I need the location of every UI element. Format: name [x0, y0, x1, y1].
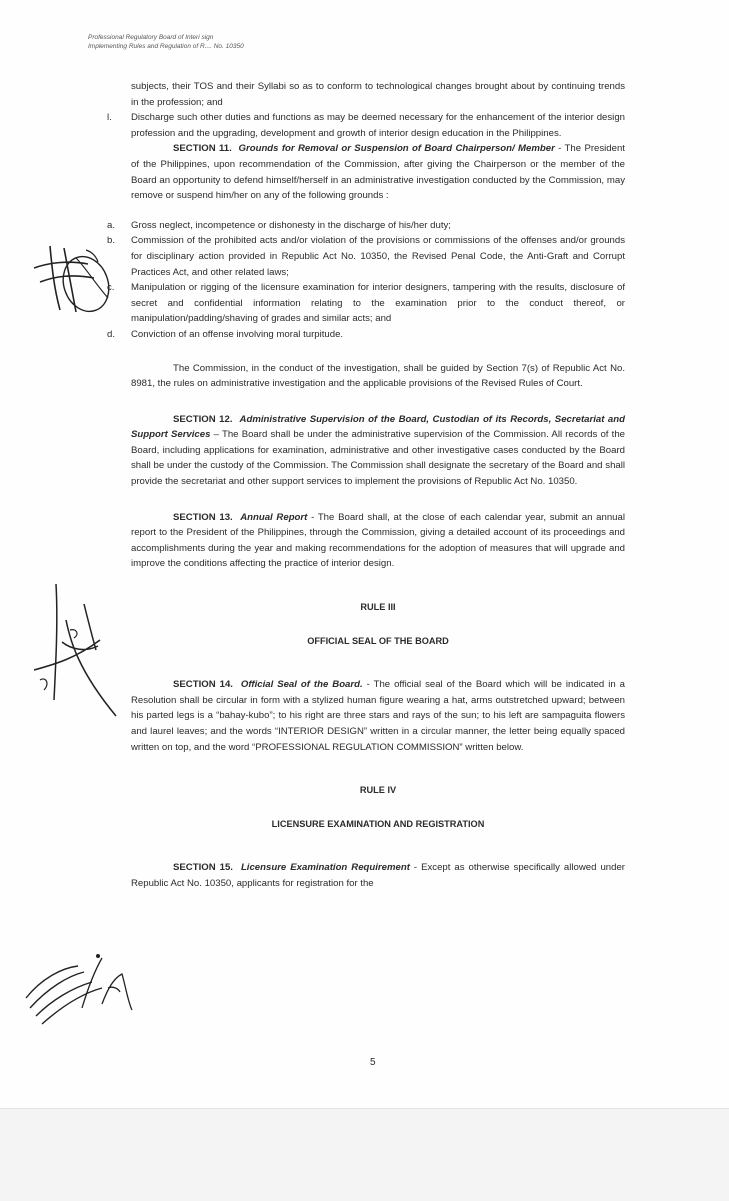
- scan-bottom-margin: [0, 1108, 729, 1201]
- list-marker: c.: [107, 282, 115, 294]
- rule-4-title: LICENSURE EXAMINATION AND REGISTRATION: [271, 818, 485, 829]
- section-12-title: Administrative Supervision of the Board, Custodian of its Records, Secretariat and Support Services: [131, 413, 625, 441]
- ground-text: Conviction of an offense involving moral turpitude.: [131, 328, 344, 340]
- list-marker: d.: [107, 328, 116, 340]
- section-11-label: SECTION 11.: [173, 143, 232, 155]
- section-15-paragraph: [131, 860, 625, 891]
- signature-initial-1: [28, 238, 118, 318]
- section-11-closing: The Commission, in the conduct of the investigation, shall be guided by Section 7(s) of Republic Act No. 8981, the rules on administrative investigation and the applicable provisions of the Revised Rules of Court.: [131, 362, 625, 390]
- section-13-label: SECTION 13.: [173, 511, 233, 523]
- page-number: 5: [370, 1057, 376, 1068]
- section-15-title: Licensure Examination Requirement: [240, 862, 410, 874]
- ground-text: Gross neglect, incompetence or dishonesty in the discharge of his/her duty;: [131, 219, 451, 231]
- signature-initial-3: [22, 948, 137, 1033]
- section-12-label: SECTION 12.: [173, 413, 233, 425]
- section-11-text: - The President of the Philippines, upon recommendation of the Commission, after giving the Chairperson or the member of the Board an opportunity to defend himself/herself in an administrative investigation conducted by the Commission, may remove or suspend him/her on any of the following grounds :: [131, 143, 625, 202]
- signature-initial-2: [26, 580, 126, 720]
- ground-d: [107, 327, 625, 343]
- rule-3-title: OFFICIAL SEAL OF THE BOARD: [307, 635, 449, 646]
- section-13-paragraph: [131, 510, 625, 572]
- section-13-title: Annual Report: [240, 511, 308, 523]
- section-14-paragraph: [131, 677, 625, 755]
- header-line-1: Professional Regulatory Board of Interi sign: [88, 34, 214, 41]
- ground-c: [107, 280, 625, 327]
- list-marker: b.: [107, 235, 116, 247]
- rule-4-heading: RULE IV: [359, 785, 397, 796]
- list-item-l: [107, 110, 625, 141]
- running-header: [88, 33, 244, 51]
- section-15-label: SECTION 15.: [173, 862, 233, 874]
- section-14-title: Official Seal of the Board.: [240, 679, 363, 691]
- list-marker: l.: [107, 112, 112, 124]
- continuation-paragraph: subjects, their TOS and their Syllabi so as to conform to technological changes brought about by continuing trends in the profession; and: [131, 81, 625, 108]
- section-15-text: - Except as otherwise specifically allowed under Republic Act No. 10350, applicants for registration for the: [131, 862, 625, 889]
- section-12-paragraph: [131, 412, 625, 490]
- section-11-paragraph: [131, 141, 625, 203]
- section-14-label: SECTION 14.: [173, 679, 233, 691]
- section-13-text: - The Board shall, at the close of each calendar year, submit an annual report to the President of the Philippines, through the Commission, giving a detailed account of its proceedings and accomplishments during the year and making recommendations for the adoption of measures that will upgrade and improve the conditions affecting the practice of interior design.: [131, 511, 625, 570]
- ground-text: Manipulation or rigging of the licensure examination for interior designers, tampering with the results, disclosure of secret and confidential information relating to the examination prior to the conduct thereof, or manipulation/padding/shaving of grades and similar acts; and: [131, 282, 625, 325]
- list-marker: a.: [107, 219, 116, 231]
- ground-a: [107, 218, 625, 234]
- ground-b: [107, 233, 625, 280]
- header-line-2: Implementing Rules and Regulation of R.... No. 10350: [88, 43, 244, 50]
- document-body: [107, 79, 625, 892]
- rule-3-heading: RULE III: [360, 602, 396, 613]
- ground-text: Commission of the prohibited acts and/or violation of the provisions or commissions of the offenses and/or grounds for disciplinary action provided in Republic Act No. 10350, the Revised Penal Code, the Anti-Graft and Corrupt Practices Act, and other related laws;: [131, 235, 625, 278]
- section-12-text: – The Board shall be under the administrative supervision of the Commission. All records of the Board, including applications for examination, administrative and other investigative cases conducted by the Board shall be under the custody of the Commission. The Commission shall designate the secretary of the Board and shall provide the secretariat and other support services to implement the provisions of Republic Act No. 10350.: [131, 429, 625, 488]
- section-11-title: Grounds for Removal or Suspension of Board Chairperson/ Member: [238, 143, 555, 155]
- list-item-text: Discharge such other duties and functions as may be deemed necessary for the enhancement of the interior design profession and the upgrading, development and growth of interior design education in the Philippines.: [131, 112, 625, 139]
- section-14-text: - The official seal of the Board which will be indicated in a Resolution shall be circular in form with a stylized human figure wearing a hat, arms outstretched upward; between his parted legs is a “bahay-kubo”; to his right are three stars and rays of the sun; to his left are sampaguita flowers and laurel leaves; and the words “INTERIOR DESIGN” written in a circular manner, the letter being equally spaced written on top, and the word “PROFESSIONAL REGULATION COMMISSION” written below.: [131, 679, 625, 753]
